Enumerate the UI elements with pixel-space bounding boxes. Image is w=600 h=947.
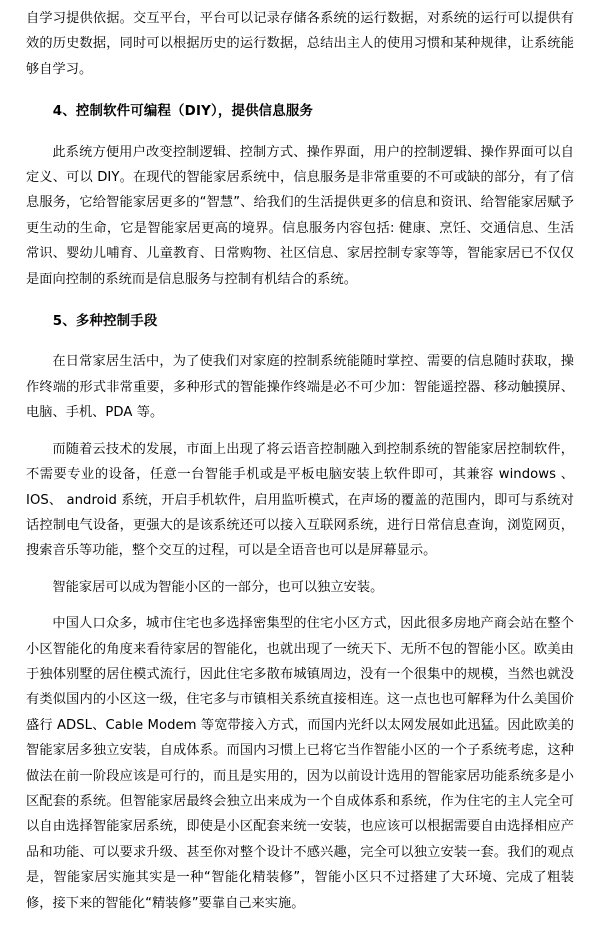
paragraph-3: 在日常家居生活中，为了使我们对家庭的控制系统能随时掌控、需要的信息随时获取，操作终端的形式非常重要，多种形式的智能操作终端是必不可少加：智能遥控器、移动触摸屏、电脑、手机、PDA 等。 (26, 354, 574, 421)
section-heading-5: 5、多种控制手段 (52, 314, 158, 330)
spacer (26, 125, 574, 140)
paragraph-1: 自学习提供依据。交互平台，平台可以记录存储各系统的运行数据，对系统的运行可以提供有效的历史数据，同时可以根据历史的运行数据，总结出主人的使用习惯和某种规律，让系统能够自学习。 (26, 11, 574, 77)
spacer (26, 334, 574, 349)
spacer (26, 82, 574, 99)
paragraph-6: 中国人口众多，城市住宅也多选择密集型的住宅小区方式，因此很多房地产商会站在整个小区智能化的角度来看待家居的智能化，也就出现了一统天下、无所不包的智能小区。欧美由于独体别墅的居住模式流行，因此住宅多散布城镇周边，没有一个很集中的规模，当然也就没有类似国内的小区这一级，住宅多与市镇相关系统直接相连。这一点也也可解释为什么美国价盛行 ADSL、Cable Modem 等宽带接入方式，而国内光纤以太网发展如此迅猛。因此欧美的智能家居多独立安装，自成体系。而国内习惯上已将它当作智能小区的一个子系统考虑，这种做法在前一阶段应该是可行的，而且是实用的，因为以前设计选用的智能家居功能系统多是小区配套的系统。但智能家居最终会独立出来成为一个自成体系和系统，作为住宅的主人完全可以自由选择智能家居系统，即使是小区配套来统一安装，也应该可以根据需要自由选择相应产品和功能、可以要求升级、甚至你对整个设计不感兴趣，完全可以独立安装一套。我们的观点是，智能家居实施其实是一种“智能化精装修”，智能小区只不过搭建了大环境、完成了粗装修，接下来的智能化“精装修”要靠自己来实施。 (26, 616, 574, 911)
spacer (26, 292, 574, 309)
paragraph-5: 智能家居可以成为智能小区的一部分，也可以独立安装。 (52, 579, 384, 595)
spacer (26, 564, 574, 575)
spacer (26, 600, 574, 611)
paragraph-4: 而随着云技术的发展，市面上出现了将云语音控制融入到控制系统的智能家居控制软件，不需要专业的设备，任意一台智能手机或是平板电脑安装上软件即可，其兼容 windows 、 IOS、 android 系统，开启手机软件，启用监听模式，在声场的覆盖的范围内，即可与系统对话控制电气设备，更强大的是该系统还可以接入互联网系统，进行日常信息查询，浏览网页，搜索音乐等功能，整个交互的过程，可以是全语音也可以是屏幕显示。 (26, 441, 574, 559)
section-heading-4: 4、控制软件可编程（DIY），提供信息服务 (52, 104, 314, 120)
spacer (26, 426, 574, 437)
paragraph-2: 此系统方便用户改变控制逻辑、控制方式、操作界面，用户的控制逻辑、操作界面可以自定义、可以 DIY。在现代的智能家居系统中，信息服务是非常重要的不可或缺的部分，有了信息服务，它给智能家居更多的“智慧”、给我们的生活提供更多的信息和资讯、给智能家居赋予更生动的生命，它是智能家居更高的境界。信息服务内容包括: 健康、烹饪、交通信息、生活常识、婴幼儿哺育、儿童教育、日常购物、社区信息、家居控制专家等等，智能家居已不仅仅是面向控制的系统而是信息服务与控制有机结合的系统。 (26, 144, 574, 287)
